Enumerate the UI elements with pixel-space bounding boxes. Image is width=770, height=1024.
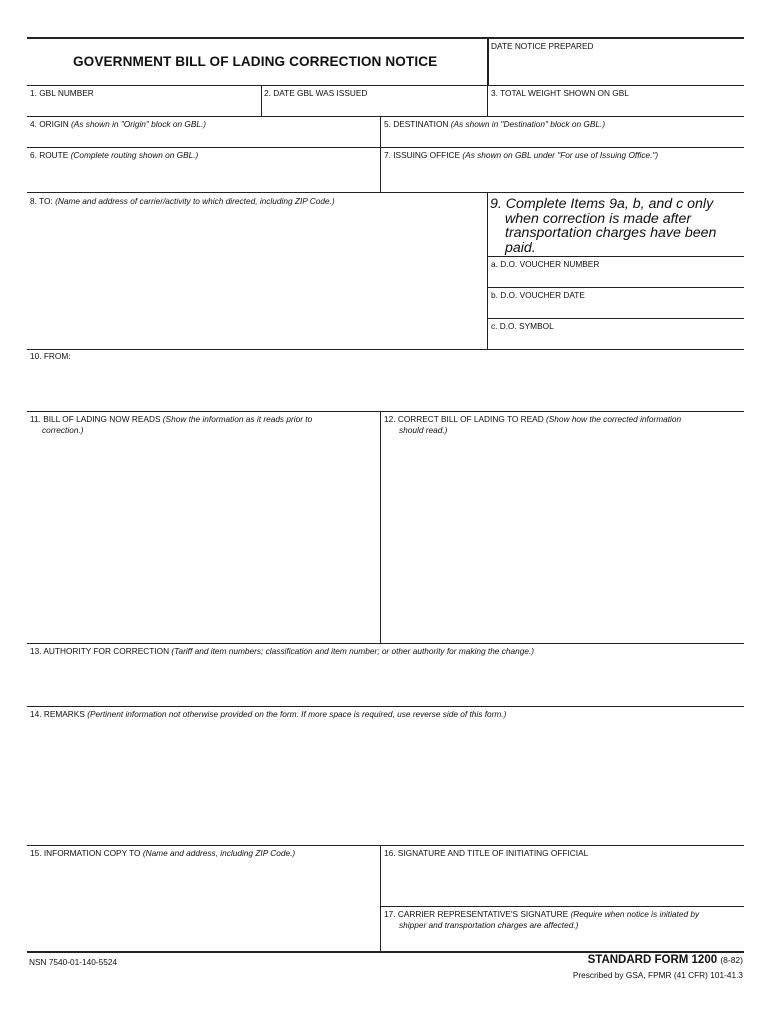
destination-field[interactable] <box>381 117 744 147</box>
destination-label: 5. DESTINATION (As shown in "Destination" block on GBL.) <box>384 119 606 129</box>
information-copy-field[interactable] <box>27 846 380 951</box>
route-label: 6. ROUTE (Complete routing shown on GBL.) <box>30 150 199 160</box>
form-title: GOVERNMENT BILL OF LADING CORRECTION NOTICE <box>73 54 438 69</box>
authority-field[interactable] <box>27 644 744 706</box>
do-voucher-number-field[interactable] <box>488 257 744 287</box>
gbl-number-label: 1. GBL NUMBER <box>30 88 94 98</box>
correct-bill-field[interactable] <box>381 412 744 643</box>
to-address-label: 8. TO: (Name and address of carrier/activity to which directed, including ZIP Code.) <box>30 196 335 206</box>
origin-field[interactable] <box>27 117 380 147</box>
remarks-label: 14. REMARKS (Pertinent information not otherwise provided on the form. If more space is required, use reverse side of this form.) <box>30 709 507 719</box>
bill-now-reads-label: 11. BILL OF LADING NOW READS (Show the information as it reads prior to correction.) <box>30 414 313 435</box>
initiating-official-signature-label: 16. SIGNATURE AND TITLE OF INITIATING OFFICIAL <box>384 848 589 858</box>
total-weight-field[interactable] <box>488 86 744 116</box>
origin-label: 4. ORIGIN (As shown in "Origin" block on GBL.) <box>30 119 207 129</box>
do-symbol-label: c. D.O. SYMBOL <box>491 321 554 331</box>
correct-bill-label: 12. CORRECT BILL OF LADING TO READ (Show how the corrected information should read.) <box>384 414 682 435</box>
route-field[interactable] <box>27 148 380 192</box>
date-gbl-issued-label: 2. DATE GBL WAS ISSUED <box>264 88 368 98</box>
bill-now-reads-field[interactable] <box>27 412 380 643</box>
from-field[interactable] <box>27 350 744 411</box>
do-symbol-field[interactable] <box>488 319 744 349</box>
nsn-number: NSN 7540-01-140-5524 <box>29 957 118 967</box>
remarks-field[interactable] <box>27 707 744 845</box>
total-weight-label: 3. TOTAL WEIGHT SHOWN ON GBL <box>491 88 629 98</box>
from-label: 10. FROM: <box>30 351 71 361</box>
to-address-field[interactable] <box>27 193 487 349</box>
information-copy-label: 15. INFORMATION COPY TO (Name and address, including ZIP Code.) <box>30 848 296 858</box>
do-voucher-number-label: a. D.O. VOUCHER NUMBER <box>491 259 600 269</box>
date-gbl-issued-field[interactable] <box>262 86 487 116</box>
do-voucher-date-field[interactable] <box>488 288 744 318</box>
carrier-signature-label: 17. CARRIER REPRESENTATIVE'S SIGNATURE (Require when notice is initiated by shipper and transportation charges are affected.) <box>384 909 700 930</box>
standard-form-number: STANDARD FORM 1200 (8-82) <box>587 954 743 966</box>
prescribed-by: Prescribed by GSA, FPMR (41 CFR) 101-41.3 <box>572 970 743 980</box>
issuing-office-field[interactable] <box>381 148 744 192</box>
date-notice-prepared-label: DATE NOTICE PREPARED <box>491 41 594 51</box>
issuing-office-label: 7. ISSUING OFFICE (As shown on GBL under "For use of Issuing Office.") <box>384 150 659 160</box>
do-voucher-date-label: b. D.O. VOUCHER DATE <box>491 290 585 300</box>
gbl-number-field[interactable] <box>27 86 261 116</box>
initiating-official-signature-field[interactable] <box>381 846 744 906</box>
date-notice-prepared-field[interactable] <box>489 39 744 85</box>
authority-label: 13. AUTHORITY FOR CORRECTION (Tariff and item numbers; classification and item number; or other authority for making the change.) <box>30 646 535 656</box>
item-9-instruction: 9. Complete Items 9a, b, and c only when correction is made after transportation charges have been paid. <box>490 196 717 256</box>
carrier-signature-field[interactable] <box>381 907 744 951</box>
